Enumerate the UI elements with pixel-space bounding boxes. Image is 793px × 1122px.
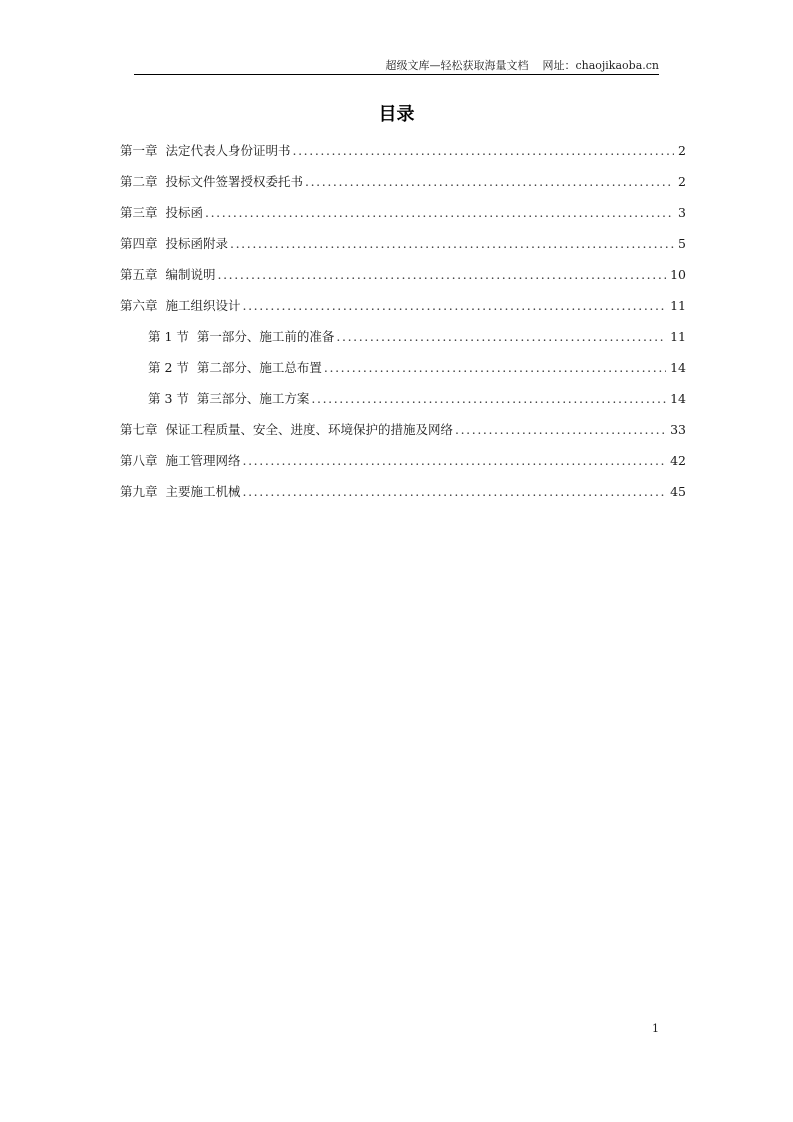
toc-dot-leader [243,296,667,316]
toc-chapter-entry[interactable] [120,420,686,451]
toc-chapter-entry[interactable] [120,482,686,513]
toc-chapter-entry[interactable] [120,234,686,265]
toc-entry-number: 第九章 [120,484,158,499]
toc-entry-number: 第六章 [120,298,158,313]
table-of-contents [120,141,686,513]
toc-entry-page: 14 [670,360,686,375]
toc-dot-leader [305,172,674,192]
toc-entry-label [120,296,241,316]
toc-entry-page: 45 [670,484,686,499]
toc-dot-leader [293,141,675,161]
toc-entry-label [120,265,216,285]
toc-entry-title: 投标文件签署授权委托书 [165,174,304,189]
toc-dot-leader [336,327,666,347]
toc-dot-leader [205,203,674,223]
toc-section-entry[interactable] [120,358,686,389]
toc-chapter-entry[interactable] [120,203,686,234]
toc-section-entry[interactable] [120,327,686,358]
toc-entry-number: 第三章 [120,205,158,220]
toc-entry-title: 施工管理网络 [165,453,241,468]
toc-entry-number: 第 1 节 [148,329,189,344]
header-rule [134,74,659,75]
toc-chapter-entry[interactable] [120,451,686,482]
toc-entry-label [120,141,291,161]
toc-dot-leader [218,265,667,285]
toc-entry-number: 第 3 节 [148,391,189,406]
toc-entry-page: 3 [678,205,686,220]
toc-section-entry[interactable] [120,389,686,420]
toc-entry-label [120,234,228,254]
toc-entry-label [148,358,322,378]
toc-entry-number: 第二章 [120,174,158,189]
toc-entry-title: 投标函 [165,205,204,220]
toc-entry-page: 5 [678,236,686,251]
toc-entry-title: 主要施工机械 [165,484,241,499]
toc-chapter-entry[interactable] [120,172,686,203]
toc-entry-number: 第一章 [120,143,158,158]
page-header [134,58,659,74]
toc-entry-title: 编制说明 [165,267,216,282]
toc-entry-page: 11 [670,329,686,344]
toc-entry-number: 第 2 节 [148,360,189,375]
toc-dot-leader [324,358,666,378]
toc-chapter-entry[interactable] [120,296,686,327]
toc-entry-number: 第五章 [120,267,158,282]
toc-entry-label [148,389,309,409]
toc-entry-page: 11 [670,298,686,313]
toc-entry-number: 第七章 [120,422,158,437]
toc-entry-title: 第三部分、施工方案 [196,391,310,406]
toc-entry-label [148,327,334,347]
toc-entry-page: 2 [678,174,686,189]
toc-entry-title: 施工组织设计 [165,298,241,313]
toc-title: 目录 [378,104,415,125]
toc-entry-title: 法定代表人身份证明书 [165,143,291,158]
toc-dot-leader [311,389,666,409]
toc-entry-page: 33 [670,422,686,437]
toc-entry-label [120,482,241,502]
toc-entry-page: 10 [670,267,686,282]
header-site-text: 超级文库—轻松获取海量文档 [385,59,529,72]
header-url-text: 网址：chaojikaoba.cn [542,59,659,72]
toc-entry-title: 投标函附录 [165,236,229,251]
toc-entry-title: 第一部分、施工前的准备 [196,329,335,344]
toc-entry-page: 2 [678,143,686,158]
toc-dot-leader [243,482,667,502]
toc-entry-label [120,203,203,223]
page-number: 1 [652,1022,659,1035]
toc-entry-page: 42 [670,453,686,468]
toc-entry-number: 第八章 [120,453,158,468]
toc-dot-leader [455,420,666,440]
toc-entry-label [120,420,453,440]
toc-entry-page: 14 [670,391,686,406]
toc-entry-label [120,451,241,471]
toc-dot-leader [230,234,674,254]
toc-entry-title: 保证工程质量、安全、进度、环境保护的措施及网络 [165,422,454,437]
toc-dot-leader [243,451,667,471]
toc-chapter-entry[interactable] [120,265,686,296]
toc-entry-label [120,172,303,192]
toc-entry-title: 第二部分、施工总布置 [196,360,322,375]
toc-entry-number: 第四章 [120,236,158,251]
toc-chapter-entry[interactable] [120,141,686,172]
